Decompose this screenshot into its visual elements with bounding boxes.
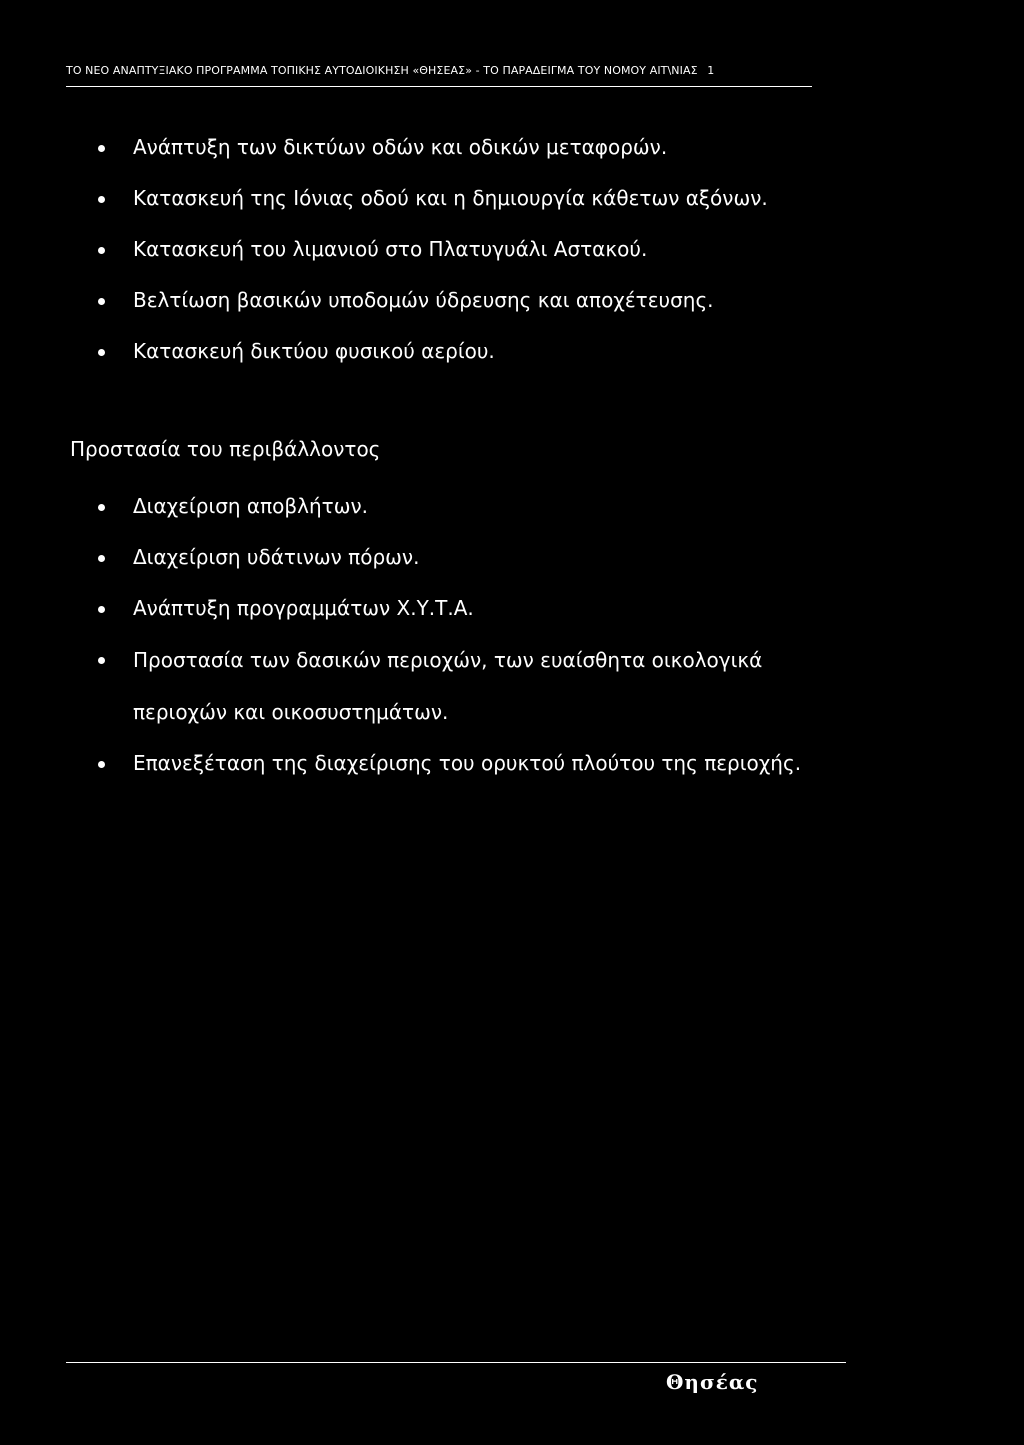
list-item-text: Διαχείριση αποβλήτων. (133, 494, 368, 518)
list-item (0, 738, 1024, 789)
list-item (0, 532, 1024, 583)
list-item-text: Βελτίωση βασικών υποδομών ύδρευσης και αποχέτευσης. (133, 288, 714, 312)
list-item (0, 122, 1024, 173)
header-title: ΤΟ ΝΕΟ ΑΝΑΠΤΥΞΙΑΚΟ ΠΡΟΓΡΑΜΜΑ ΤΟΠΙΚΗΣ ΑΥΤΟΔΙΟΙΚΗΣΗ «ΘΗΣΕΑΣ» - ΤΟ ΠΑΡΑΔΕΙΓΜΑ ΤΟΥ ΝΟΜΟΥ ΑΙΤ\ΝΙΑΣ (66, 64, 698, 77)
list-item (0, 481, 1024, 532)
section-heading: Προστασία του περιβάλλοντος (70, 437, 381, 461)
thiseas-logo: Θησέας (666, 1370, 759, 1394)
environment-list (0, 481, 1024, 789)
list-item-text: Επανεξέταση της διαχείρισης του ορυκτού πλούτου της περιοχής. (133, 751, 802, 775)
list-item (0, 634, 843, 738)
list-item-text: Ανάπτυξη προγραμμάτων Χ.Υ.Τ.Α. (133, 596, 474, 620)
list-item-text: Διαχείριση υδάτινων πόρων. (133, 545, 420, 569)
bullet-icon (98, 555, 105, 562)
header-divider (66, 86, 812, 87)
bullet-icon (98, 606, 105, 613)
bullet-icon (98, 349, 105, 356)
bullet-icon (98, 657, 105, 664)
list-item-text: Κατασκευή του λιμανιού στο Πλατυγυάλι Αστακού. (133, 237, 648, 261)
bullet-icon (98, 247, 105, 254)
infrastructure-list (0, 122, 1024, 377)
bullet-icon (98, 504, 105, 511)
running-header (66, 64, 836, 77)
list-item (0, 326, 1024, 377)
bullet-icon (98, 196, 105, 203)
list-item-text: Κατασκευή δικτύου φυσικού αερίου. (133, 339, 495, 363)
bullet-icon (98, 761, 105, 768)
footer-divider (66, 1362, 846, 1363)
list-item-text: Κατασκευή της Ιόνιας οδού και η δημιουργία κάθετων αξόνων. (133, 186, 768, 210)
list-item (0, 173, 1024, 224)
bullet-icon (98, 145, 105, 152)
list-item-text: Ανάπτυξη των δικτύων οδών και οδικών μεταφορών. (133, 135, 668, 159)
list-item (0, 583, 1024, 634)
page-number: 1 (707, 64, 715, 77)
list-item (0, 275, 1024, 326)
list-item (0, 224, 1024, 275)
bullet-icon (98, 298, 105, 305)
list-item-text: Προστασία των δασικών περιοχών, των ευαίσθητα οικολογικά περιοχών και οικοσυστημάτων. (133, 648, 763, 724)
